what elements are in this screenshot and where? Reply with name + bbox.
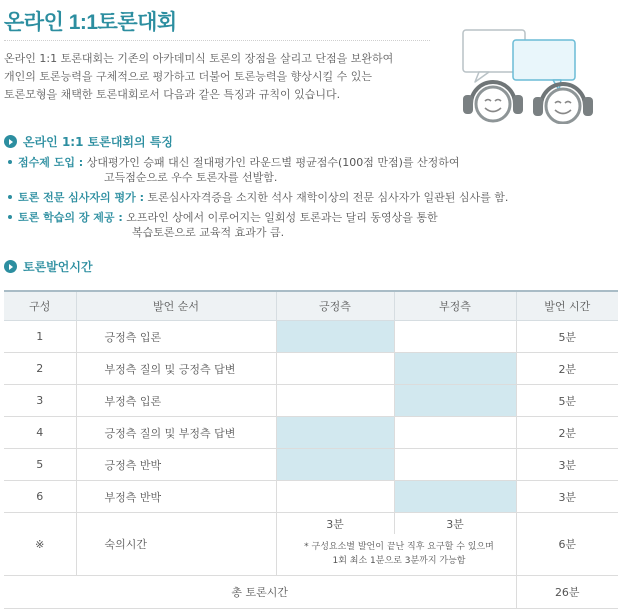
arrow-bullet-icon	[4, 135, 17, 148]
table-total-row	[4, 576, 618, 609]
intro-line: 온라인 1:1 토론대회는 기존의 아카데미식 토론의 장점을 살리고 단점을 보완하여	[4, 52, 394, 65]
feature-item	[8, 210, 438, 240]
recess-time: 6분	[516, 513, 618, 576]
bullet-dot-icon	[8, 215, 12, 219]
table-row	[4, 385, 618, 417]
total-label: 총 토론시간	[4, 576, 516, 609]
column-header: 발언 순서	[76, 291, 276, 321]
speech-time-table	[4, 290, 618, 609]
bullet-dot-icon	[8, 160, 12, 164]
table-header-row	[4, 291, 618, 321]
column-header: 구성	[4, 291, 76, 321]
row-number: 4	[4, 417, 76, 449]
table-row	[4, 321, 618, 353]
negative-cell	[394, 417, 516, 449]
positive-cell	[276, 353, 394, 385]
speech-order: 긍정측 반박	[76, 449, 276, 481]
negative-cell-active	[394, 385, 516, 417]
speech-order: 부정측 반박	[76, 481, 276, 513]
speech-time: 2분	[516, 353, 618, 385]
row-number: 5	[4, 449, 76, 481]
row-number: 2	[4, 353, 76, 385]
feature-text: 토론심사자격증을 소지한 석사 재학이상의 전문 심사자가 일관된 심사를 함.	[147, 191, 509, 204]
arrow-bullet-icon	[4, 260, 17, 273]
total-time: 26분	[516, 576, 618, 609]
recess-note-line: * 구성요소별 발언이 끝난 직후 요구할 수 있으며	[304, 541, 494, 552]
feature-item	[8, 190, 508, 205]
recess-note	[276, 534, 516, 575]
negative-recess-time: 3분	[394, 513, 516, 535]
page-title: 온라인 1:1토론대회	[4, 11, 177, 34]
speech-time: 5분	[516, 385, 618, 417]
recess-label: 숙의시간	[76, 513, 276, 576]
speech-order: 부정측 질의 및 긍정측 답변	[76, 353, 276, 385]
negative-cell-active	[394, 353, 516, 385]
debaters-illustration	[457, 24, 617, 124]
table-row-recess	[4, 513, 618, 535]
speech-order: 부정측 입론	[76, 385, 276, 417]
intro-line: 토론모형을 채택한 토론대회로서 다음과 같은 특징과 규칙이 있습니다.	[4, 88, 341, 101]
speech-time-heading	[4, 258, 93, 275]
positive-cell-active	[276, 449, 394, 481]
feature-label: 점수제 도입 :	[18, 156, 84, 169]
feature-text-continued: 고득점순으로 우수 토론자를 선발함.	[104, 171, 278, 184]
negative-cell	[394, 321, 516, 353]
speech-order: 긍정측 입론	[76, 321, 276, 353]
bullet-dot-icon	[8, 195, 12, 199]
column-header: 긍정측	[276, 291, 394, 321]
feature-item	[8, 155, 460, 185]
title-divider	[4, 40, 430, 41]
table-row	[4, 481, 618, 513]
speech-time: 3분	[516, 449, 618, 481]
recess-mark: ※	[4, 513, 76, 576]
speech-time: 2분	[516, 417, 618, 449]
feature-label: 토론 학습의 장 제공 :	[18, 211, 123, 224]
speech-time: 5분	[516, 321, 618, 353]
recess-note-line: 1회 최소 1분으로 3분까지 가능함	[332, 555, 466, 566]
features-heading-text: 온라인 1:1 토론대회의 특징	[23, 135, 173, 149]
negative-cell	[394, 449, 516, 481]
negative-cell-active	[394, 481, 516, 513]
row-number: 3	[4, 385, 76, 417]
feature-label: 토론 전문 심사자의 평가 :	[18, 191, 144, 204]
positive-recess-time: 3분	[276, 513, 394, 535]
positive-cell	[276, 481, 394, 513]
positive-cell	[276, 385, 394, 417]
intro-paragraph	[4, 50, 454, 104]
table-row	[4, 449, 618, 481]
table-row	[4, 353, 618, 385]
intro-line: 개인의 토론능력을 구체적으로 평가하고 더불어 토론능력을 향상시킬 수 있는	[4, 70, 373, 83]
feature-text-continued: 복습토론으로 교육적 효과가 큼.	[132, 226, 285, 239]
speech-order: 긍정측 질의 및 부정측 답변	[76, 417, 276, 449]
right-avatar	[533, 84, 593, 123]
speech-time: 3분	[516, 481, 618, 513]
column-header: 부정측	[394, 291, 516, 321]
row-number: 1	[4, 321, 76, 353]
speech-time-heading-text: 토론발언시간	[23, 260, 93, 274]
features-heading	[4, 133, 173, 150]
feature-text: 상대평가인 승패 대신 절대평가인 라운드별 평균점수(100점 만점)를 산정하여	[86, 156, 460, 169]
positive-cell-active	[276, 417, 394, 449]
left-avatar	[463, 82, 523, 121]
positive-cell-active	[276, 321, 394, 353]
feature-text: 오프라인 상에서 이루어지는 일회성 토론과는 달리 동영상을 통한	[126, 211, 438, 224]
column-header: 발언 시간	[516, 291, 618, 321]
row-number: 6	[4, 481, 76, 513]
table-row	[4, 417, 618, 449]
